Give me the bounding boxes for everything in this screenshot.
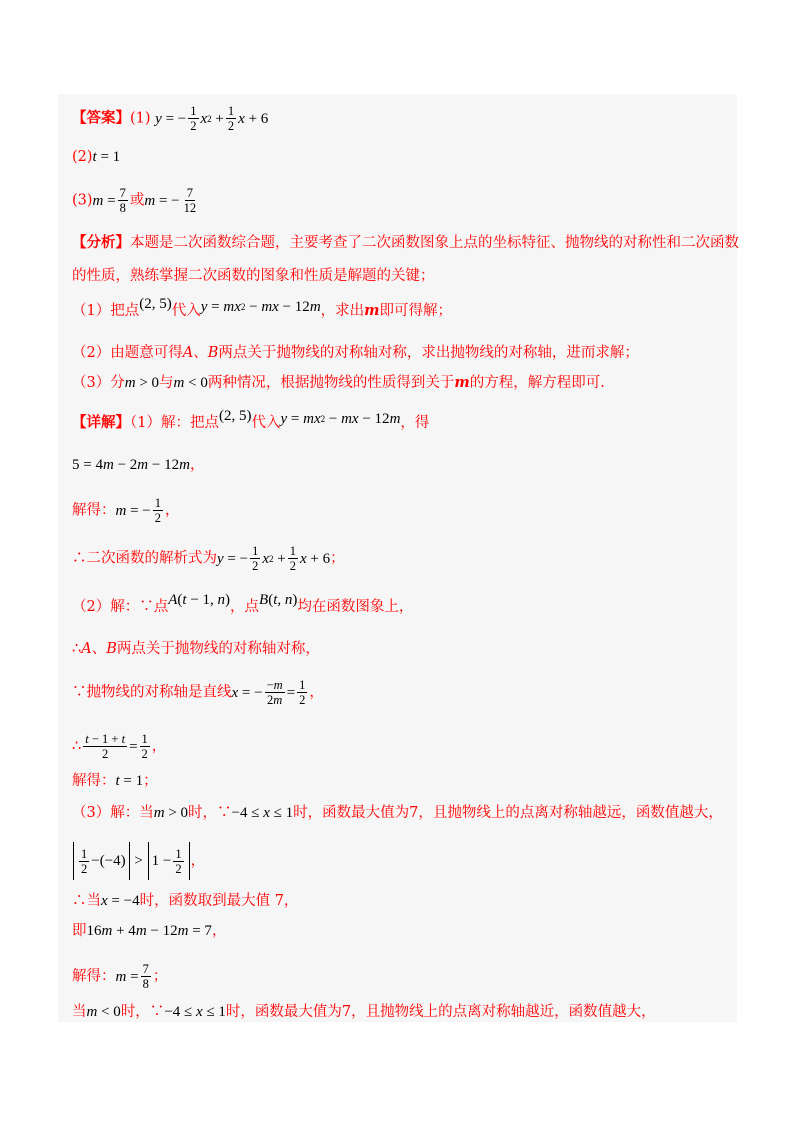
detail-l14-text-a: 解得： [72,968,116,985]
answer-line-1 [72,104,268,133]
detail-line-11 [72,842,205,880]
detail-tag: 【详解】 [72,414,130,431]
domain-interval: −4 ≤ x ≤ 1 [231,805,294,821]
detail-l5-text-c: 均在函数图象上， [297,599,414,615]
detail-l1-text-b: 代入 [251,415,281,431]
detail-line-3 [72,496,180,525]
symmetry-axis-expression: x = − $\frac{-m}{2m}$ = $\frac{1}{2}$ [231,678,306,707]
point-a-expression: A ( t − 1, n ) [168,592,231,608]
analysis-step3-text-a: （3）分 [72,375,125,391]
answer-part2-expression: t = 1 [92,149,121,165]
detail-l15-text-a: 当 [72,1004,87,1020]
detail-l9-end: ； [143,773,158,789]
analysis-step1-text-b: 代入 [171,303,201,319]
detail-l10-text-b: 时，∵ [188,805,232,821]
answer-part2-label: (2) [72,149,93,165]
solution-m-neg-half: m = − $\frac{1}{2}$ [115,496,162,525]
condition-m-positive: m > 0 [124,375,160,391]
answer-part3-expression-a: m = $\frac{7}{8}$ [92,186,126,215]
detail-analytic-expression: y = − $\frac{1}{2}$ x 2 + $\frac{1}{2}$ x + 6 [217,544,331,573]
detail-line-14 [72,962,167,991]
detail-function-expression: y = mx 2 − mx − 12 m [280,411,401,427]
detail-l8-text-a: ∴ [72,738,82,755]
analysis-line-2 [72,267,435,285]
point-b-expression: B ( t , n ) [259,592,298,608]
detail-l6-sep: 、 [91,641,107,657]
analysis-text-1: 本题是二次函数综合题，主要考查了二次函数图象上点的坐标特征、抛物线的对称性和二次函数 [130,235,739,251]
analysis-step2-text-a: （2）由题意可得 [72,345,183,361]
detail-line-8 [72,732,166,761]
detail-l4-text-a: ∴二次函数的解析式为 [72,550,217,567]
analysis-step2-text-b: 两点关于抛物线的对称轴对称，求出抛物线的对称轴，进而求解； [218,345,639,361]
analysis-step-2 [72,344,639,362]
answer-line-3 [72,186,200,215]
analysis-step3-text-b: 与 [159,375,174,391]
detail-l1-text-c: ，得 [400,415,430,431]
detail-l5-text-b: ，点 [230,599,260,615]
analysis-text-2: 的性质，熟练掌握二次函数的图象和性质是解题的关键； [72,268,435,284]
detail-line-10 [72,804,723,822]
detail-l6-text-b: 两点关于抛物线的对称轴对称， [116,641,320,657]
analysis-step3-text-d: 的方程，解方程即可. [469,375,605,391]
solution-t-one: t = 1 [115,773,144,789]
domain-interval-2: −4 ≤ x ≤ 1 [164,1004,226,1020]
substitution-equation: 5 = 4 m − 2 m − 12 m [72,457,190,473]
midpoint-equation: $\frac{t - 1 + t}{2}$ = $\frac{1}{2}$ [85,732,148,761]
analysis-step1-text-d: 即可得解； [379,303,452,319]
detail-l6-point-b: B [106,641,117,657]
analysis-step-3 [72,374,605,392]
detail-l1-text-a: （1）解：把点 [130,415,219,431]
detail-l8-end: ， [151,738,167,755]
analysis-step2-sep: 、 [193,345,208,361]
detail-line-2 [72,456,204,474]
detail-l10-text-c: 时，函数最大值为7，且抛物线上的点离对称轴越远，函数值越大， [293,805,723,821]
x-equals-neg-four: x = −4 [101,893,140,909]
detail-line-13 [72,922,226,940]
detail-l6-point-a: A [81,641,92,657]
detail-l3-end: ， [165,502,180,519]
detail-line-15 [72,1003,656,1021]
detail-line-6 [72,640,320,658]
analysis-step-1 [72,296,452,320]
detail-l10-text-a: （3）解：当 [72,805,154,821]
detail-l9-text-a: 解得： [72,773,116,789]
distance-comparison: $\frac{1}{2}$ −(−4) > 1 − $\frac{1}{2}$ [72,842,191,880]
detail-l2-end: ， [189,457,205,473]
detail-line-7 [72,678,324,707]
detail-l7-end: ， [309,684,324,701]
answer-part1-expression: y = − $\frac{1}{2}$ x 2 + $\frac{1}{2}$ x + 6 [155,104,269,133]
analysis-line-1 [72,234,739,252]
detail-l7-text-a: ∵抛物线的对称轴是直线 [72,684,232,701]
detail-l5-text-a: （2）解：∵点 [72,599,169,615]
solution-m-seven-eighths: m = $\frac{7}{8}$ [115,962,149,991]
condition-m-lt-zero: m < 0 [86,1004,121,1020]
analysis-step1-text-a: （1）把点 [72,303,140,319]
function-expression: y = mx 2 − mx − 12 m [200,299,321,315]
detail-point-2-5: (2, 5) [218,408,252,424]
analysis-step3-var-m: m [454,374,470,391]
analysis-step2-point-a: A [182,345,194,361]
analysis-step3-text-c: 两种情况，根据抛物线的性质得到关于 [207,375,455,391]
answer-part1-label: (1) [130,110,151,127]
analysis-tag: 【分析】 [72,234,130,251]
answer-part3-or: 或 [129,192,145,209]
detail-l3-text-a: 解得： [72,502,116,519]
detail-line-1 [72,408,430,432]
detail-l12-text-b: 时，函数取到最大值 7， [139,893,299,909]
detail-l13-text-a: 即 [72,923,87,939]
condition-m-negative: m < 0 [173,375,208,391]
detail-l15-text-c: 时，函数最大值为7，且抛物线上的点离对称轴越近，函数值越大， [225,1004,656,1020]
analysis-step2-point-b: B [207,345,219,361]
detail-line-9 [72,772,158,790]
answer-part3-expression-b: m = − $\frac{7}{12}$ [144,186,197,215]
detail-l6-text-a: ∴ [72,641,82,657]
detail-line-4 [72,544,345,573]
detail-l4-end: ； [330,550,345,567]
detail-l14-end: ； [152,968,168,985]
answer-tag: 【答案】 [72,109,130,127]
detail-l13-end: ， [211,923,227,939]
max-value-equation: 16 m + 4 m − 12 m = 7 [86,923,212,939]
analysis-step1-var-m: m [364,302,380,319]
point-2-5: (2, 5) [139,296,172,312]
detail-line-5 [72,592,414,616]
answer-line-2 [72,148,120,166]
detail-line-12 [72,892,298,910]
detail-l15-text-b: 时，∵ [120,1004,165,1020]
detail-l12-text-a: ∴当 [72,893,101,909]
analysis-step1-text-c: ，求出 [320,303,365,319]
answer-part3-label: (3) [72,192,93,209]
condition-m-gt-zero: m > 0 [153,805,189,821]
detail-l11-end: ， [190,853,206,869]
